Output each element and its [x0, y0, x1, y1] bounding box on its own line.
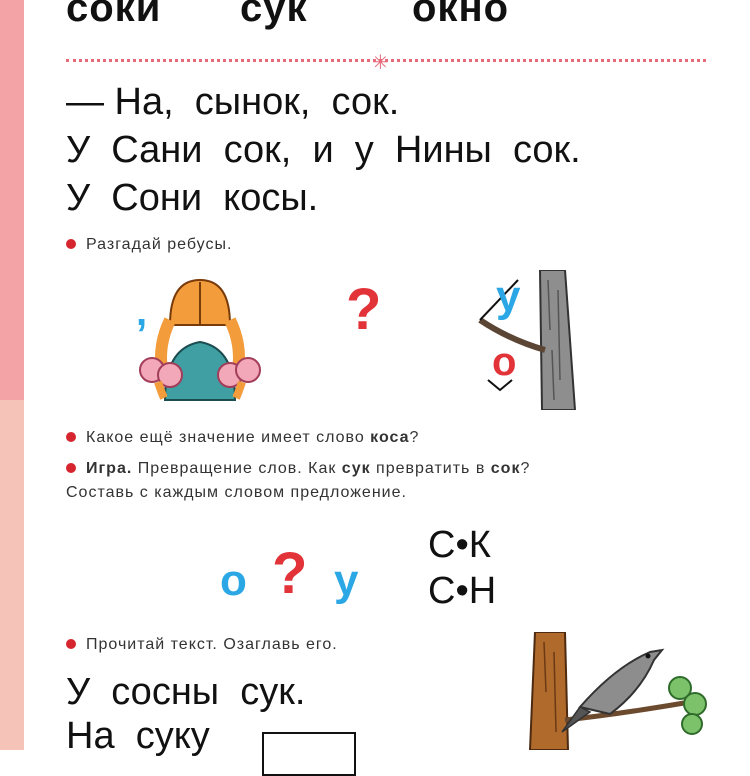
q2-text-b: превратить в: [370, 460, 491, 477]
star-icon: ✳: [372, 52, 389, 74]
game-right-letter: у: [334, 556, 359, 605]
q2-word-1: сук: [341, 460, 371, 477]
q2-text-a: Превращение слов. Как: [132, 460, 342, 477]
rebus-comma: ,: [136, 290, 148, 334]
text-line-2: У Сани сок, и у Нины сок.: [66, 129, 581, 171]
text-line-1: — На, сынок, сок.: [66, 81, 400, 123]
q1-text: Какое ещё значение имеет слово: [86, 429, 371, 446]
bird-on-branch-illustration: [520, 632, 720, 750]
question-2: [66, 457, 706, 505]
q2-end: ?: [520, 460, 531, 477]
q2-line-2: Составь с каждым словом предложение.: [66, 484, 407, 501]
text-line-3: У Сони косы.: [66, 177, 319, 219]
bullet-dot: [66, 463, 76, 473]
game-left-letter: о: [220, 556, 247, 605]
q1-end: ?: [409, 429, 420, 446]
game-pattern-1: С•К: [428, 524, 491, 566]
game-question-mark: ?: [272, 541, 308, 606]
answer-box[interactable]: [262, 732, 356, 776]
bullet-dot: [66, 239, 76, 249]
reading-instruction: [66, 636, 338, 654]
top-word-3: окно: [412, 0, 510, 30]
rebus-letter-top: у: [496, 272, 521, 321]
bullet-dot: [66, 639, 76, 649]
rebus-question-mark: ?: [346, 277, 382, 342]
reading-instruction-text: Прочитай текст. Озаглавь его.: [86, 636, 338, 653]
tree-branch-illustration: [470, 270, 600, 410]
reading-line-2: На суку: [66, 715, 210, 757]
rebus-instruction: [66, 236, 232, 254]
question-1: [66, 429, 419, 447]
girl-braids-illustration: [130, 270, 270, 406]
rebus-instruction-text: Разгадай ребусы.: [86, 236, 233, 253]
q1-bold-word: коса: [370, 429, 410, 446]
q2-game-label: Игра.: [86, 460, 133, 477]
page-edge-band-lower: [0, 400, 24, 750]
top-words: [66, 0, 686, 32]
reading-line-1: У сосны сук.: [66, 671, 306, 713]
bullet-dot: [66, 432, 76, 442]
game-pattern-2: С•Н: [428, 570, 497, 612]
top-word-2: сук: [240, 0, 308, 30]
top-word-1: соки: [66, 0, 162, 30]
q2-word-2: сок: [490, 460, 521, 477]
rebus-letter-bottom: о: [492, 340, 517, 384]
